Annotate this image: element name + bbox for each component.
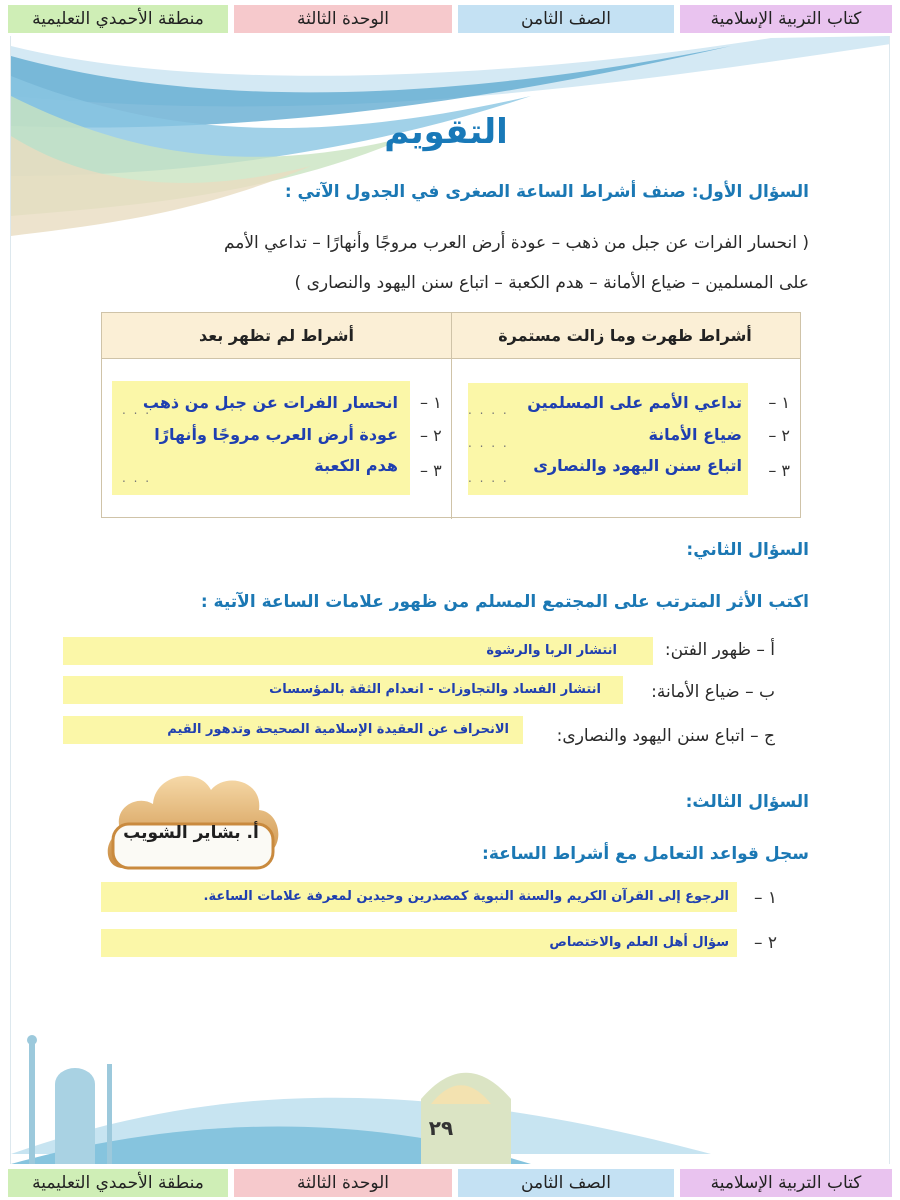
row-number: ٣ – (768, 461, 790, 480)
row-number: ٢ – (420, 426, 442, 445)
row-number: ١ – (768, 393, 790, 412)
q1-heading: السؤال الأول: صنف أشراط الساعة الصغرى في الجدول الآتي : (284, 182, 809, 202)
left-item: هدم الكعبة (314, 456, 398, 475)
footer-region: منطقة الأحمدي التعليمية (8, 1169, 228, 1197)
header-region: منطقة الأحمدي التعليمية (8, 5, 228, 33)
worksheet-page (10, 36, 890, 1164)
q3-number-2: ٢ – (753, 933, 777, 953)
header-strip (0, 0, 900, 36)
row-number: ٢ – (768, 426, 790, 445)
mosque-decoration (11, 1004, 890, 1164)
q2-label-b: ب – ضياع الأمانة: (651, 682, 775, 702)
dotted-line: . . . (122, 403, 152, 417)
author-cloud-badge (103, 758, 283, 878)
dotted-line: . . . . (468, 471, 509, 485)
header-book: كتاب التربية الإسلامية (680, 5, 892, 33)
q3-answer-1: الرجوع إلى القرآن الكريم والسنة النبوية كمصدرين وحيدين لمعرفة علامات الساعة. (203, 889, 729, 904)
table-header-right: أشراط ظهرت وما زالت مستمرة (450, 313, 800, 359)
footer-book: كتاب التربية الإسلامية (680, 1169, 892, 1197)
q2-answer-b: انتشار الفساد والتجاوزات - انعدام الثقة بالمؤسسات (269, 682, 601, 697)
q3-instruction: سجل قواعد التعامل مع أشراط الساعة: (482, 844, 809, 864)
row-number: ٣ – (420, 461, 442, 480)
header-grade: الصف الثامن (458, 5, 674, 33)
dotted-line: . . . . (468, 403, 509, 417)
left-item: انحسار الفرات عن جبل من ذهب (142, 393, 398, 412)
q2-label-a: أ – ظهور الفتن: (664, 640, 775, 660)
footer-unit: الوحدة الثالثة (234, 1169, 452, 1197)
author-name: أ. بشاير الشويب (123, 823, 259, 843)
q1-line-2: على المسلمين – ضياع الأمانة – هدم الكعبة – اتباع سنن اليهود والنصارى ) (294, 273, 809, 293)
q3-number-1: ١ – (753, 888, 777, 908)
left-item: عودة أرض العرب مروجًا وأنهارًا (154, 425, 398, 444)
q2-heading: السؤال الثاني: (686, 540, 809, 560)
right-item: ضياع الأمانة (648, 425, 742, 444)
header-unit: الوحدة الثالثة (234, 5, 452, 33)
q3-heading: السؤال الثالث: (685, 792, 809, 812)
q2-label-c: ج – اتباع سنن اليهود والنصارى: (556, 726, 775, 746)
q3-answer-2: سؤال أهل العلم والاختصاص (549, 935, 729, 950)
footer-strip (0, 1164, 900, 1200)
dotted-line: . . . (122, 471, 152, 485)
table-header-left: أشراط لم تظهر بعد (102, 313, 451, 359)
row-number: ١ – (420, 393, 442, 412)
page-title: التقويم (384, 112, 508, 152)
q2-answer-a: انتشار الربا والرشوة (486, 643, 617, 658)
table-divider (451, 313, 452, 519)
q2-instruction: اكتب الأثر المترتب على المجتمع المسلم من ظهور علامات الساعة الآتية : (200, 592, 809, 612)
q1-line-1: ( انحسار الفرات عن جبل من ذهب – عودة أرض العرب مروجًا وأنهارًا – تداعي الأمم (223, 233, 809, 253)
q2-answer-c: الانحراف عن العقيدة الإسلامية الصحيحة وتدهور القيم (167, 722, 509, 737)
page-number: ٢٩ (428, 1116, 454, 1140)
right-item: اتباع سنن اليهود والنصارى (533, 456, 742, 475)
dotted-line: . . . . (468, 436, 509, 450)
classification-table (101, 312, 801, 518)
right-item: تداعي الأمم على المسلمين (527, 393, 742, 412)
footer-grade: الصف الثامن (458, 1169, 674, 1197)
